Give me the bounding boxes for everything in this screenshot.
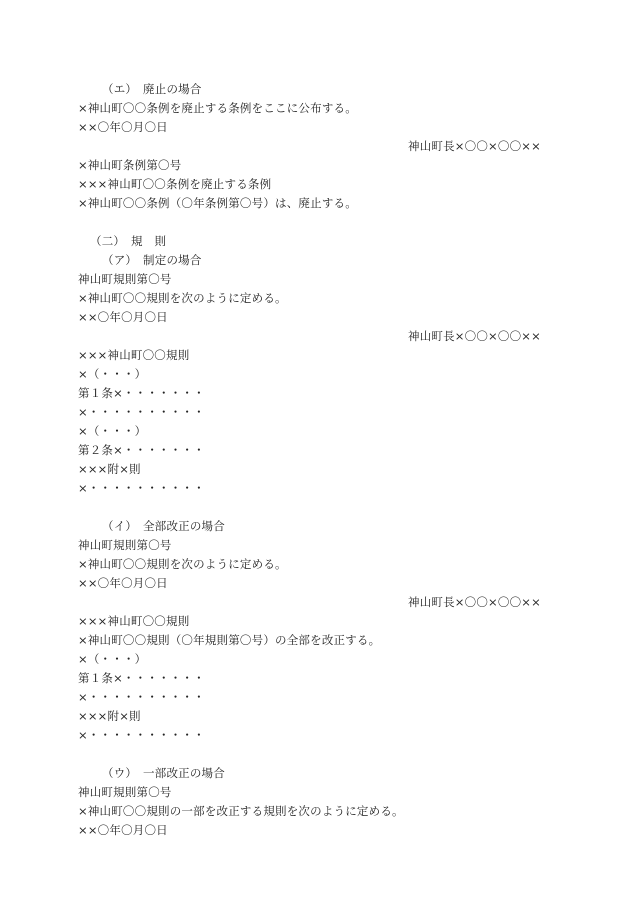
supplementary-body: ×・・・・・・・・・・ [78, 481, 205, 495]
heading-partial-revision: （ウ） 一部改正の場合 [102, 766, 225, 780]
article-1: 第１条×・・・・・・・ [78, 671, 205, 685]
article-body: ×・・・・・・・・・・ [78, 690, 205, 704]
regulation-title: ×××神山町〇〇規則 [78, 348, 190, 362]
supplementary-provisions: ×××附×則 [78, 709, 141, 723]
abolition-statement: ×神山町〇〇条例（〇年条例第〇号）は、廃止する。 [78, 196, 357, 210]
regulation-number: 神山町規則第〇号 [78, 538, 172, 552]
supplementary-provisions: ×××附×則 [78, 462, 141, 476]
enactment-statement: ×神山町〇〇規則を次のように定める。 [78, 291, 287, 305]
enactment-statement: ×神山町〇〇規則を次のように定める。 [78, 557, 287, 571]
date-line: ××〇年〇月〇日 [78, 120, 168, 134]
article-2: 第２条×・・・・・・・ [78, 443, 205, 457]
mayor-signature: 神山町長×〇〇×〇〇×× [408, 595, 541, 609]
ordinance-number: ×神山町条例第〇号 [78, 158, 182, 172]
supplementary-body: ×・・・・・・・・・・ [78, 728, 205, 742]
article-1: 第１条×・・・・・・・ [78, 386, 205, 400]
article-caption: ×（・・・） [78, 652, 147, 666]
heading-regulations: （二） 規 則 [90, 234, 167, 248]
promulgation-line: ×神山町〇〇条例を廃止する条例をここに公布する。 [78, 101, 357, 115]
date-line: ××〇年〇月〇日 [78, 576, 168, 590]
regulation-number: 神山町規則第〇号 [78, 785, 172, 799]
date-line: ××〇年〇月〇日 [78, 310, 168, 324]
full-revision-statement: ×神山町〇〇規則（〇年規則第〇号）の全部を改正する。 [78, 633, 381, 647]
article-caption: ×（・・・） [78, 424, 147, 438]
heading-abolition: （エ） 廃止の場合 [102, 82, 202, 96]
ordinance-title: ×××神山町〇〇条例を廃止する条例 [78, 177, 272, 191]
mayor-signature: 神山町長×〇〇×〇〇×× [408, 139, 541, 153]
heading-full-revision: （イ） 全部改正の場合 [102, 519, 225, 533]
date-line: ××〇年〇月〇日 [78, 823, 168, 837]
partial-revision-statement: ×神山町〇〇規則の一部を改正する規則を次のように定める。 [78, 804, 404, 818]
mayor-signature: 神山町長×〇〇×〇〇×× [408, 329, 541, 343]
article-body: ×・・・・・・・・・・ [78, 405, 205, 419]
heading-enactment: （ア） 制定の場合 [102, 253, 202, 267]
regulation-title: ×××神山町〇〇規則 [78, 614, 190, 628]
article-caption: ×（・・・） [78, 367, 147, 381]
regulation-number: 神山町規則第〇号 [78, 272, 172, 286]
